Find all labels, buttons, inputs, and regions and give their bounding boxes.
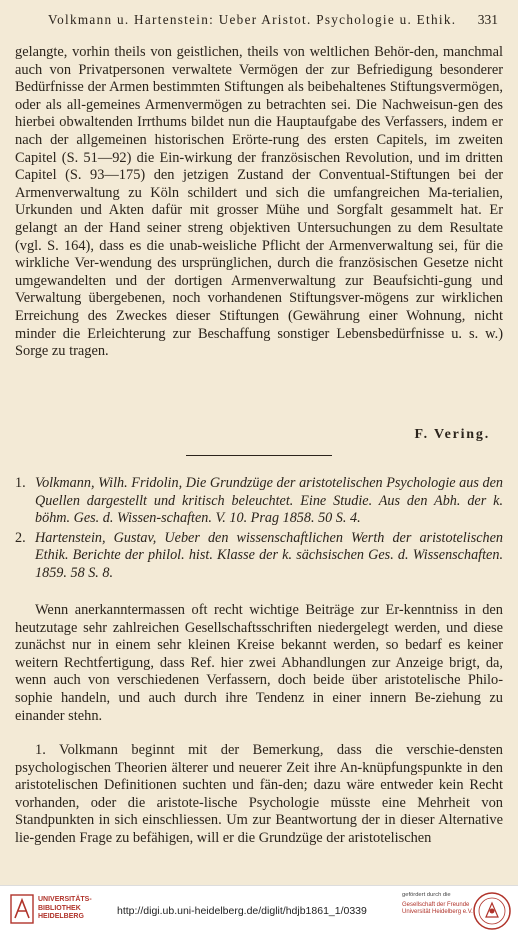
reviewed-works-list [15,475,503,585]
reference-item [15,475,503,528]
sponsor-name-line: Universität Heidelberg e.V. [402,909,473,915]
paragraph-text: 1. Volkmann beginnt mit der Bemerkung, dass die verschie-densten psychologischen Theorien älterer und neuerer Zeit ihre An-knüpfungspunkte in den aristotelischen Definitionen suchten und fän-den; dazu wäre entweder kein Recht vorhanden, oder die aristote-lische Psychologie müsste eine Mehrheit von Standpunkten in sich einschliessen. Um zur Beantwortung der in dieser Alternative lie-genden Frage zu befähigen, will er die Grundzüge der aristotelischen [15,742,503,846]
viewer-footer [0,885,518,937]
body-paragraph-3 [15,742,503,848]
section-divider [186,455,332,456]
library-name [38,896,92,922]
sponsor-name-line: Gesellschaft der Freunde [402,902,470,908]
page-header [14,12,504,34]
permalink[interactable]: http://digi.ub.uni-heidelberg.de/diglit/hdjb1861_1/0339 [117,905,367,917]
sponsor-name [402,902,473,916]
reference-text: Hartenstein, Gustav, Ueber den wissenschaftlichen Werth der aristotelischen Ethik. Berichte der philol. hist. Klasse der k. sächsischen Ges. d. Wissenschaften. 1859. 58 S. 8. [35,529,503,581]
page-number: 331 [477,12,498,27]
body-paragraph-2 [15,602,503,725]
library-name-line: HEIDELBERG [38,913,84,920]
paragraph-text: Wenn anerkanntermassen oft recht wichtige Beiträge zur Er-kenntniss in den heutzutage sehr zahlreichen Gesellschaftsschriften niedergelegt werden, und diese zunächst nur in einem sehr kleinen Kreise bekannt werden, so bedarf es keiner weitern Rechtfertigung, dass Ref. hier zwei Abhandlungen zur Anzeige brigt, da, wenn auch von verschiedenen Verfassern, doch beide über aristotelische Philo-sophie handeln, und auch durch ihre Tendenz in einer innern Be-ziehung zu einander stehn. [15,602,503,724]
reference-item [15,530,503,583]
library-name-line: BIBLIOTHEK [38,904,81,912]
sponsor-caption: gefördert durch die [402,892,451,898]
library-name-line: UNIVERSITÄTS- [38,896,92,903]
running-head: Volkmann u. Hartenstein: Ueber Aristot. Psychologie u. Ethik. [48,12,457,27]
reference-number: 2. [15,529,26,546]
author-signature: F. Vering. [414,427,490,442]
university-library-logo-icon [10,894,34,924]
body-paragraph-1 [15,44,503,361]
paragraph-text: gelangte, vorhin theils von geistlichen, theils von weltlichen Behör-den, manchmal auch von Privatpersonen verwaltete Vermögen der zur Befriedigung besonderer Bedürfnisse der Armen bestimmten Stiftungen als beibehaltenes Stiftungsvermögen, oder als all-gemeines Armenvermögen zu betrachten sei. Die Nachweisun-gen des hierbei obwaltenden Irrthums bildet nun die Hauptaufgabe des Verfassers, indem er nach der allgemeinen historischen Erörte-rung des ersten Capitels, im zweiten Capitel (S. 51—92) die Ein-wirkung der französischen Revolution, und im dritten Capitel (S. 93—175) den jetzigen Zustand der Conventual-Stiftungen bei der Armenverwaltung zu Köln schildert und sich die umfangreichen Ma-terialien, Urkunden und Akten dafür mit grosser Mühe und Sorgfalt gesammelt hat. Er gelangt an der Hand seiner streng objektiven Untersuchungen zu dem Resultate (vgl. S. 164), dass es die unab-weisliche Pflicht der Armenverwaltung sei, für die wirkliche Ver-wendung des ursprünglichen, durch die französischen Gesetze nicht umgewandelten und der dortigen Armenverwaltung zur Beaufsichti-gung und Verwaltung übergebenen, noch vorhandenen Stiftungsver-mögens zur wirklichen Erreichung des Zweckes dieser Stiftungen (Gewährung einer Wohnung, nicht minder die Erleichterung zur Beschaffung sonstiger Lebensbedürfnisse u. s. w.) Sorge zu tragen. [15,44,503,360]
reference-text: Volkmann, Wilh. Fridolin, Die Grundzüge der aristotelischen Psychologie aus den Quellen dargestellt und kritisch beleuchtet. Eine Studie. Aus den Abh. der k. böhm. Ges. d. Wissen-schaften. V. 10. Prag 1858. 50 S. 4. [35,475,503,527]
reference-number: 1. [15,475,26,491]
university-seal-icon [472,891,512,931]
